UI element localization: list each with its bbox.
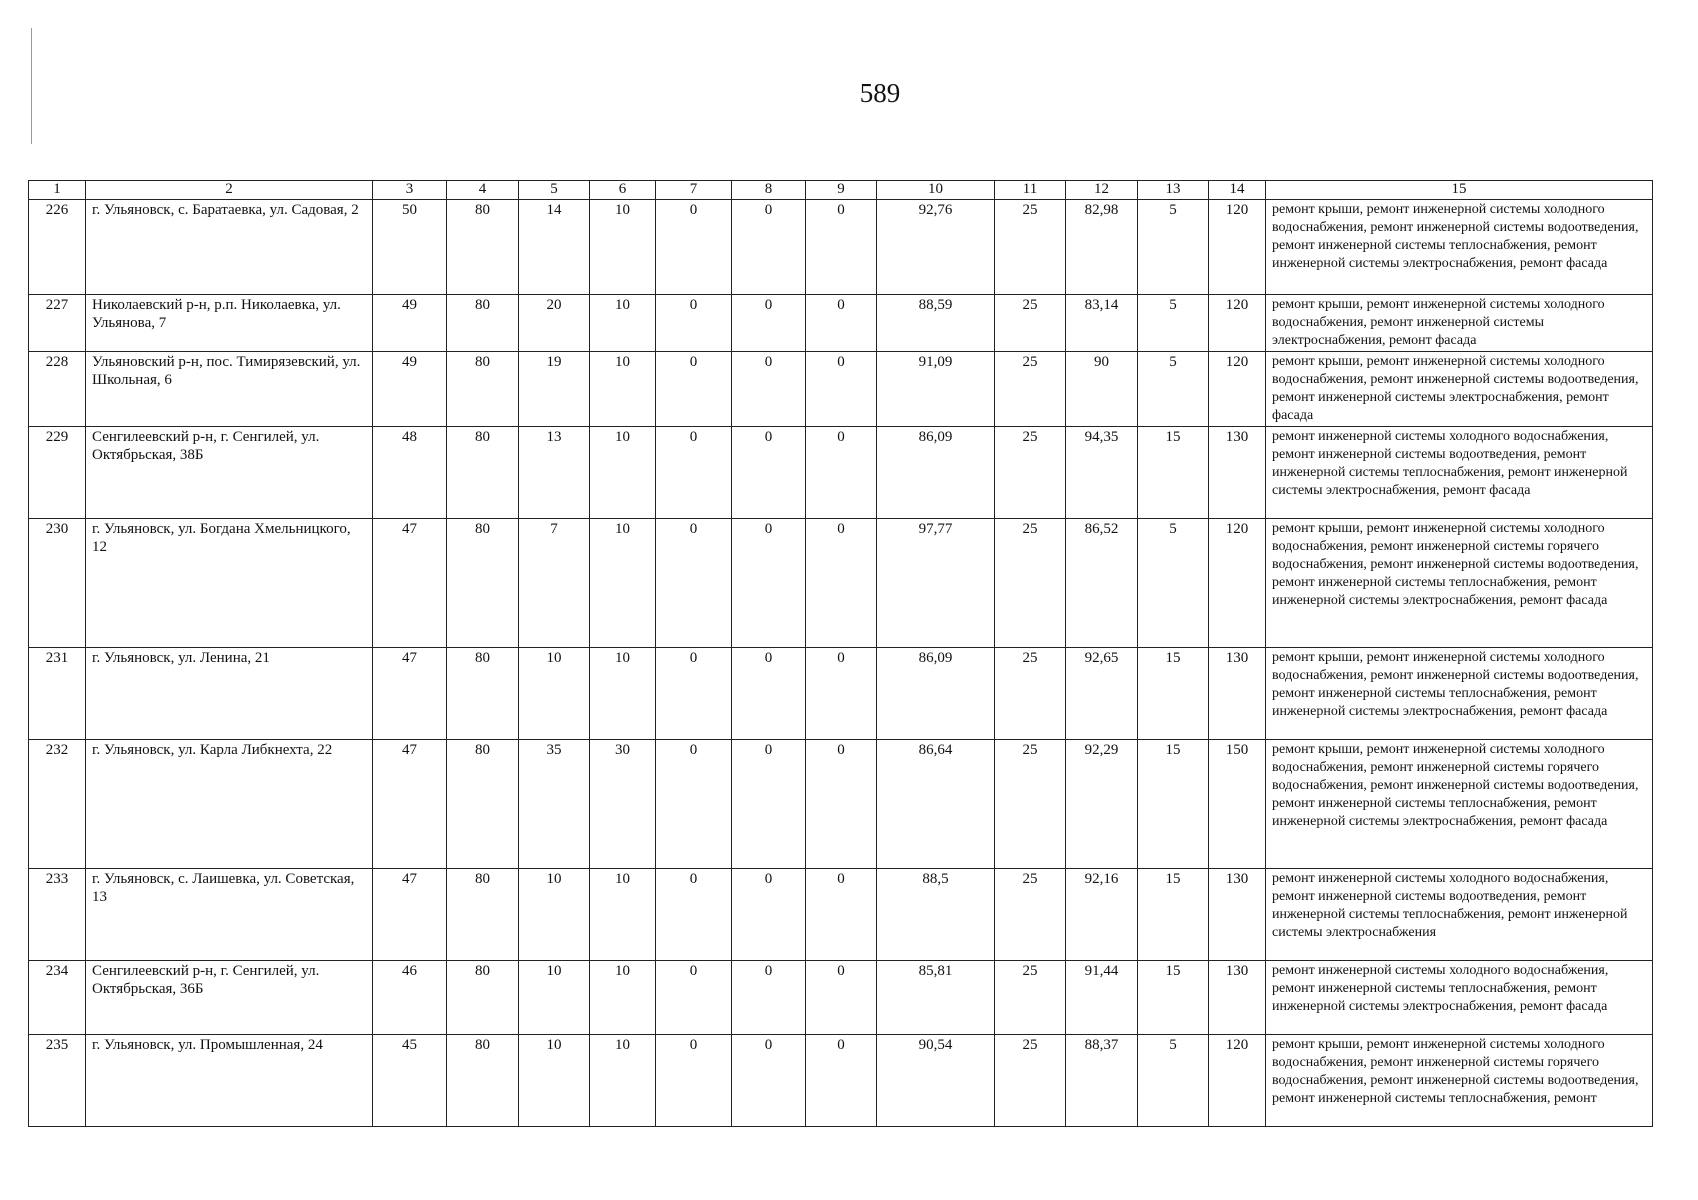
cell-col-13: 5 — [1138, 295, 1209, 352]
table-row — [29, 648, 1653, 740]
cell-works: ремонт крыши, ремонт инженерной системы холодного водоснабжения, ремонт инженерной системы водоотведения, ремонт инженерной системы теплоснабжения, ремонт инженерной системы электроснабжения, ремонт фасада — [1266, 648, 1653, 740]
col-header-14: 14 — [1209, 181, 1266, 200]
cell-col-3: 49 — [373, 295, 447, 352]
col-header-2: 2 — [86, 181, 373, 200]
col-header-4: 4 — [447, 181, 519, 200]
cell-works: ремонт крыши, ремонт инженерной системы холодного водоснабжения, ремонт инженерной системы водоотведения, ремонт инженерной системы электроснабжения, ремонт фасада — [1266, 352, 1653, 427]
cell-row-number: 233 — [29, 869, 86, 961]
cell-col-13: 5 — [1138, 352, 1209, 427]
cell-col-9: 0 — [806, 961, 877, 1035]
cell-col-13: 15 — [1138, 740, 1209, 869]
cell-col-3: 47 — [373, 869, 447, 961]
cell-col-7: 0 — [656, 961, 732, 1035]
cell-col-13: 15 — [1138, 961, 1209, 1035]
table-row — [29, 740, 1653, 869]
cell-col-7: 0 — [656, 740, 732, 869]
cell-col-3: 47 — [373, 648, 447, 740]
cell-col-7: 0 — [656, 1035, 732, 1127]
cell-col-14: 120 — [1209, 295, 1266, 352]
cell-row-number: 231 — [29, 648, 86, 740]
cell-col-8: 0 — [732, 200, 806, 295]
cell-col-12: 94,35 — [1066, 427, 1138, 519]
col-header-11: 11 — [995, 181, 1066, 200]
cell-col-8: 0 — [732, 869, 806, 961]
cell-col-10: 92,76 — [877, 200, 995, 295]
cell-col-10: 88,59 — [877, 295, 995, 352]
cell-col-5: 10 — [519, 648, 590, 740]
cell-col-9: 0 — [806, 295, 877, 352]
cell-col-3: 47 — [373, 519, 447, 648]
cell-col-4: 80 — [447, 295, 519, 352]
cell-col-6: 10 — [590, 1035, 656, 1127]
col-header-7: 7 — [656, 181, 732, 200]
cell-row-number: 234 — [29, 961, 86, 1035]
cell-address: г. Ульяновск, ул. Промышленная, 24 — [86, 1035, 373, 1127]
cell-col-6: 10 — [590, 295, 656, 352]
cell-col-9: 0 — [806, 427, 877, 519]
cell-col-9: 0 — [806, 1035, 877, 1127]
col-header-15: 15 — [1266, 181, 1653, 200]
cell-col-9: 0 — [806, 648, 877, 740]
cell-col-5: 7 — [519, 519, 590, 648]
cell-col-13: 15 — [1138, 869, 1209, 961]
cell-col-5: 10 — [519, 1035, 590, 1127]
cell-col-9: 0 — [806, 519, 877, 648]
cell-col-11: 25 — [995, 200, 1066, 295]
cell-works: ремонт крыши, ремонт инженерной системы холодного водоснабжения, ремонт инженерной системы горячего водоснабжения, ремонт инженерной системы водоотведения, ремонт инженерной системы теплоснабжения, ремонт инженерной системы электроснабжения, ремонт фасада — [1266, 740, 1653, 869]
cell-col-7: 0 — [656, 200, 732, 295]
cell-col-10: 97,77 — [877, 519, 995, 648]
cell-col-7: 0 — [656, 869, 732, 961]
cell-col-12: 91,44 — [1066, 961, 1138, 1035]
cell-col-10: 88,5 — [877, 869, 995, 961]
cell-col-3: 45 — [373, 1035, 447, 1127]
cell-row-number: 229 — [29, 427, 86, 519]
cell-col-12: 82,98 — [1066, 200, 1138, 295]
cell-col-6: 10 — [590, 648, 656, 740]
cell-col-10: 86,09 — [877, 648, 995, 740]
cell-col-14: 130 — [1209, 648, 1266, 740]
col-header-6: 6 — [590, 181, 656, 200]
cell-col-4: 80 — [447, 869, 519, 961]
col-header-8: 8 — [732, 181, 806, 200]
col-header-13: 13 — [1138, 181, 1209, 200]
cell-col-10: 91,09 — [877, 352, 995, 427]
cell-address: г. Ульяновск, ул. Богдана Хмельницкого, 12 — [86, 519, 373, 648]
cell-col-4: 80 — [447, 200, 519, 295]
table-row — [29, 1035, 1653, 1127]
cell-col-9: 0 — [806, 352, 877, 427]
cell-col-5: 10 — [519, 961, 590, 1035]
cell-col-5: 14 — [519, 200, 590, 295]
cell-works: ремонт крыши, ремонт инженерной системы холодного водоснабжения, ремонт инженерной системы электроснабжения, ремонт фасада — [1266, 295, 1653, 352]
cell-col-11: 25 — [995, 648, 1066, 740]
cell-works: ремонт инженерной системы холодного водоснабжения, ремонт инженерной системы водоотведения, ремонт инженерной системы теплоснабжения, ремонт инженерной системы электроснабжения, ремонт фасада — [1266, 427, 1653, 519]
cell-col-14: 130 — [1209, 961, 1266, 1035]
cell-col-3: 49 — [373, 352, 447, 427]
cell-col-11: 25 — [995, 740, 1066, 869]
cell-col-11: 25 — [995, 961, 1066, 1035]
cell-works: ремонт инженерной системы холодного водоснабжения, ремонт инженерной системы теплоснабжения, ремонт инженерной системы электроснабжения, ремонт фасада — [1266, 961, 1653, 1035]
cell-works: ремонт инженерной системы холодного водоснабжения, ремонт инженерной системы водоотведения, ремонт инженерной системы теплоснабжения, ремонт инженерной системы электроснабжения — [1266, 869, 1653, 961]
cell-col-12: 92,65 — [1066, 648, 1138, 740]
cell-address: г. Ульяновск, ул. Карла Либкнехта, 22 — [86, 740, 373, 869]
cell-col-10: 86,09 — [877, 427, 995, 519]
col-header-1: 1 — [29, 181, 86, 200]
cell-col-8: 0 — [732, 740, 806, 869]
cell-col-14: 130 — [1209, 869, 1266, 961]
cell-col-7: 0 — [656, 427, 732, 519]
cell-col-3: 50 — [373, 200, 447, 295]
cell-col-8: 0 — [732, 648, 806, 740]
cell-col-13: 5 — [1138, 1035, 1209, 1127]
cell-col-3: 46 — [373, 961, 447, 1035]
cell-col-14: 120 — [1209, 519, 1266, 648]
cell-address: г. Ульяновск, с. Лаишевка, ул. Советская, 13 — [86, 869, 373, 961]
cell-col-10: 90,54 — [877, 1035, 995, 1127]
cell-col-8: 0 — [732, 961, 806, 1035]
cell-col-12: 83,14 — [1066, 295, 1138, 352]
cell-col-4: 80 — [447, 352, 519, 427]
cell-col-7: 0 — [656, 648, 732, 740]
col-header-12: 12 — [1066, 181, 1138, 200]
page-number: 589 — [859, 78, 901, 108]
cell-col-5: 13 — [519, 427, 590, 519]
cell-row-number: 235 — [29, 1035, 86, 1127]
cell-col-5: 20 — [519, 295, 590, 352]
cell-col-14: 130 — [1209, 427, 1266, 519]
cell-row-number: 232 — [29, 740, 86, 869]
cell-col-5: 10 — [519, 869, 590, 961]
cell-address: Ульяновский р-н, пос. Тимирязевский, ул. Школьная, 6 — [86, 352, 373, 427]
cell-col-11: 25 — [995, 427, 1066, 519]
cell-row-number: 227 — [29, 295, 86, 352]
cell-col-12: 86,52 — [1066, 519, 1138, 648]
table-row — [29, 295, 1653, 352]
cell-col-12: 88,37 — [1066, 1035, 1138, 1127]
cell-col-6: 10 — [590, 352, 656, 427]
col-header-5: 5 — [519, 181, 590, 200]
cell-address: Николаевский р-н, р.п. Николаевка, ул. Ульянова, 7 — [86, 295, 373, 352]
table-row — [29, 352, 1653, 427]
cell-address: г. Ульяновск, ул. Ленина, 21 — [86, 648, 373, 740]
cell-col-11: 25 — [995, 869, 1066, 961]
cell-col-6: 10 — [590, 961, 656, 1035]
cell-col-14: 120 — [1209, 200, 1266, 295]
cell-col-6: 10 — [590, 427, 656, 519]
table-row — [29, 961, 1653, 1035]
table-row — [29, 200, 1653, 295]
table-row — [29, 869, 1653, 961]
cell-row-number: 230 — [29, 519, 86, 648]
cell-col-4: 80 — [447, 961, 519, 1035]
cell-col-5: 19 — [519, 352, 590, 427]
cell-col-11: 25 — [995, 352, 1066, 427]
cell-col-9: 0 — [806, 200, 877, 295]
cell-col-4: 80 — [447, 519, 519, 648]
cell-col-6: 10 — [590, 869, 656, 961]
cell-address: г. Ульяновск, с. Баратаевка, ул. Садовая, 2 — [86, 200, 373, 295]
cell-row-number: 226 — [29, 200, 86, 295]
cell-col-4: 80 — [447, 1035, 519, 1127]
cell-col-8: 0 — [732, 1035, 806, 1127]
cell-col-6: 10 — [590, 200, 656, 295]
repair-table — [28, 180, 1653, 1127]
cell-col-13: 5 — [1138, 200, 1209, 295]
col-header-10: 10 — [877, 181, 995, 200]
cell-col-6: 10 — [590, 519, 656, 648]
cell-col-9: 0 — [806, 740, 877, 869]
cell-col-3: 47 — [373, 740, 447, 869]
cell-col-12: 90 — [1066, 352, 1138, 427]
cell-col-14: 120 — [1209, 1035, 1266, 1127]
cell-col-10: 85,81 — [877, 961, 995, 1035]
cell-col-7: 0 — [656, 295, 732, 352]
cell-col-7: 0 — [656, 519, 732, 648]
cell-col-12: 92,16 — [1066, 869, 1138, 961]
cell-col-5: 35 — [519, 740, 590, 869]
cell-col-11: 25 — [995, 519, 1066, 648]
cell-col-11: 25 — [995, 1035, 1066, 1127]
cell-col-13: 5 — [1138, 519, 1209, 648]
cell-col-13: 15 — [1138, 427, 1209, 519]
cell-address: Сенгилеевский р-н, г. Сенгилей, ул. Октябрьская, 36Б — [86, 961, 373, 1035]
cell-col-8: 0 — [732, 427, 806, 519]
cell-works: ремонт крыши, ремонт инженерной системы холодного водоснабжения, ремонт инженерной системы водоотведения, ремонт инженерной системы теплоснабжения, ремонт инженерной системы электроснабжения, ремонт фасада — [1266, 200, 1653, 295]
cell-col-14: 120 — [1209, 352, 1266, 427]
table-row — [29, 519, 1653, 648]
cell-col-9: 0 — [806, 869, 877, 961]
cell-address: Сенгилеевский р-н, г. Сенгилей, ул. Октябрьская, 38Б — [86, 427, 373, 519]
cell-works: ремонт крыши, ремонт инженерной системы холодного водоснабжения, ремонт инженерной системы горячего водоснабжения, ремонт инженерной системы водоотведения, ремонт инженерной системы теплоснабжения, ремонт — [1266, 1035, 1653, 1127]
cell-col-3: 48 — [373, 427, 447, 519]
cell-col-8: 0 — [732, 352, 806, 427]
cell-works: ремонт крыши, ремонт инженерной системы холодного водоснабжения, ремонт инженерной системы горячего водоснабжения, ремонт инженерной системы водоотведения, ремонт инженерной системы теплоснабжения, ремонт инженерной системы электроснабжения, ремонт фасада — [1266, 519, 1653, 648]
cell-col-8: 0 — [732, 295, 806, 352]
cell-col-11: 25 — [995, 295, 1066, 352]
cell-col-4: 80 — [447, 648, 519, 740]
header-row — [29, 181, 1653, 200]
cell-col-13: 15 — [1138, 648, 1209, 740]
cell-col-8: 0 — [732, 519, 806, 648]
cell-col-10: 86,64 — [877, 740, 995, 869]
cell-col-4: 80 — [447, 740, 519, 869]
table-row — [29, 427, 1653, 519]
cell-col-7: 0 — [656, 352, 732, 427]
cell-row-number: 228 — [29, 352, 86, 427]
col-header-9: 9 — [806, 181, 877, 200]
col-header-3: 3 — [373, 181, 447, 200]
cell-col-12: 92,29 — [1066, 740, 1138, 869]
cell-col-6: 30 — [590, 740, 656, 869]
cell-col-14: 150 — [1209, 740, 1266, 869]
cell-col-4: 80 — [447, 427, 519, 519]
